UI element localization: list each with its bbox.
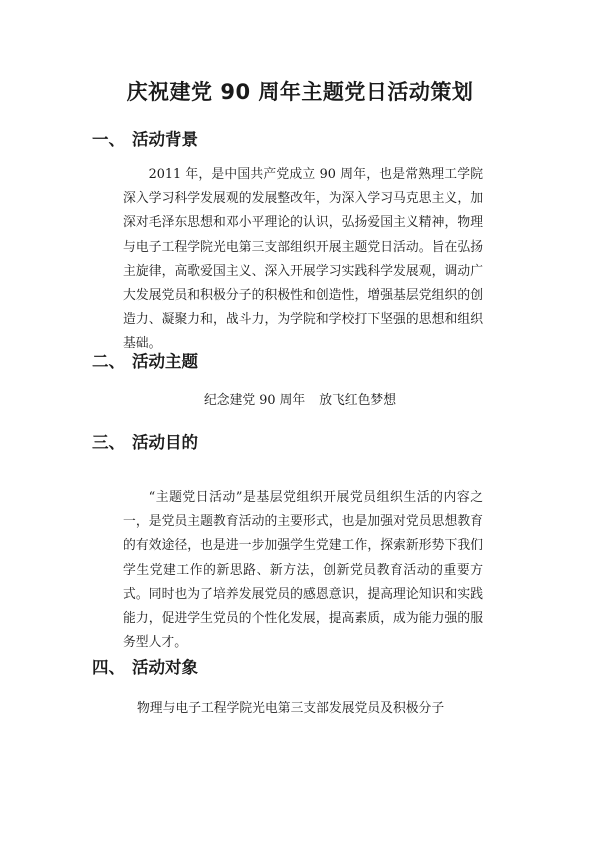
section-body-purpose: “主题党日活动”是基层党组织开展党员组织生活的内容之一，是党员主题教育活动的主要形式，也是加强对党员思想教育的有效途径，也是进一步加强学生党建工作，探索新形势下我们学生党建工作的新思路、新方法，创新党员教育活动的重要方式。同时也为了培养发展党员的感恩意识，提高理论知识和实践能力，促进学生党员的个性化发展，提高素质，成为能力强的服务型人才。 bbox=[123, 490, 483, 651]
section-heading-background bbox=[92, 126, 198, 150]
section-number: 二、 bbox=[92, 352, 125, 371]
section-title: 活动背景 bbox=[132, 130, 198, 149]
section-title: 活动目的 bbox=[132, 433, 198, 452]
section-heading-theme bbox=[92, 348, 198, 372]
section-number: 一、 bbox=[92, 130, 125, 149]
section-heading-audience bbox=[92, 654, 198, 678]
document-title: 庆祝建党 90 周年主题党日活动策划 bbox=[126, 80, 474, 104]
section-body-background: 2011 年，是中国共产党成立 90 周年，也是常熟理工学院深入学习科学发展观的发展整改年，为深入学习马克思主义，加深对毛泽东思想和邓小平理论的认识，弘扬爱国主义精神，物理与电子工程学院光电第三支部组织开展主题党日活动。旨在弘扬主旋律，高歌爱国主义、深入开展学习实践科学发展观，调动广大发展党员和积极分子的积极性和创造性，增强基层党组织的创造力、凝聚力和，战斗力，为学院和学校打下坚强的思想和组织基础。 bbox=[123, 167, 483, 352]
section-heading-purpose bbox=[92, 429, 198, 453]
theme-part-2: 放飞红色梦想 bbox=[319, 393, 396, 408]
section-body-audience: 物理与电子工程学院光电第三支部发展党员及积极分子 bbox=[137, 701, 445, 716]
section-title: 活动主题 bbox=[132, 352, 198, 371]
section-number: 四、 bbox=[92, 658, 125, 677]
theme-line bbox=[0, 389, 600, 408]
theme-part-1: 纪念建党 90 周年 bbox=[204, 393, 306, 408]
section-title: 活动对象 bbox=[132, 658, 198, 677]
section-number: 三、 bbox=[92, 433, 125, 452]
